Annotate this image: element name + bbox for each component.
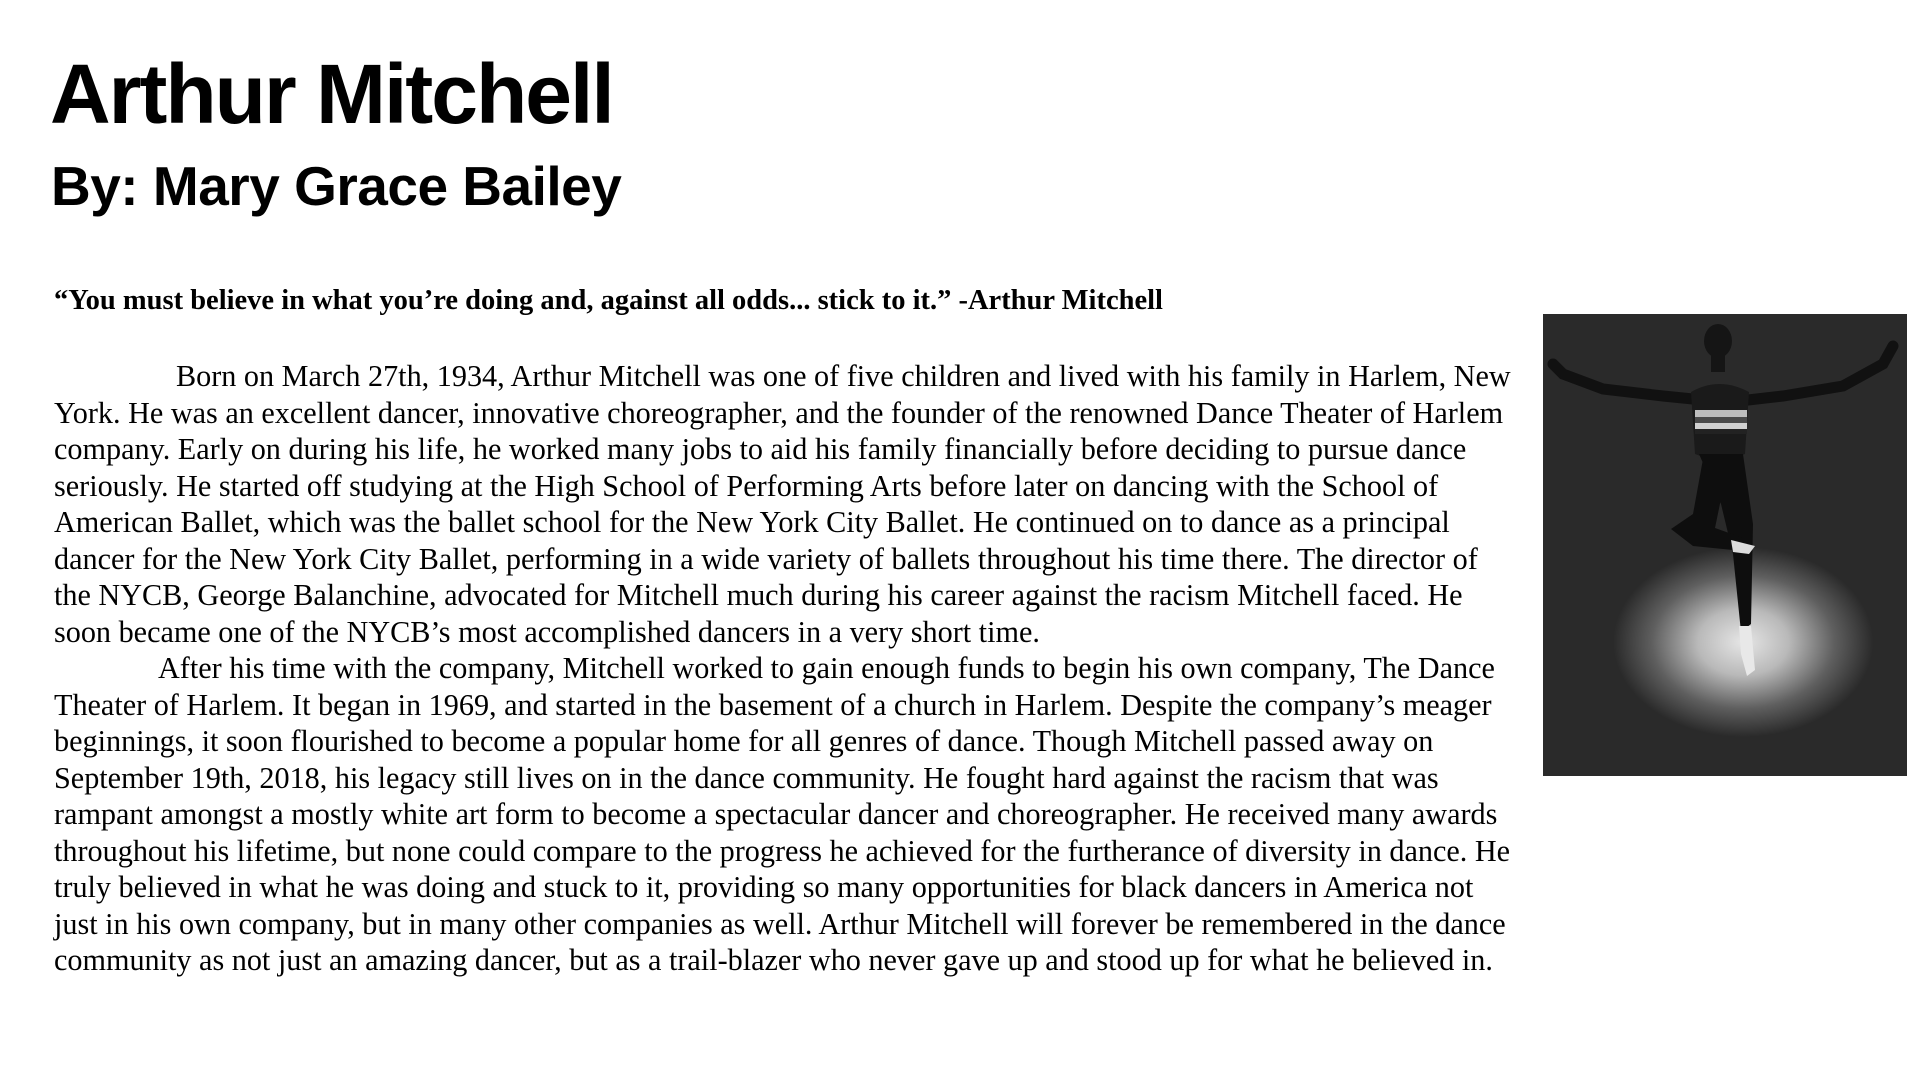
- author-byline: By: Mary Grace Bailey: [51, 155, 622, 217]
- paragraph-2: After his time with the company, Mitchell worked to gain enough funds to begin his own company, The Dance Theater of Harlem. It began in 1969, and started in the basement of a church in Harlem. Despite the company’s meager beginnings, it soon flourished to become a popular home for all genres of dance. Though Mitchell passed away on September 19th, 2018, his legacy still lives on in the dance community. He fought hard against the racism that was rampant amongst a mostly white art form to become a spectacular dancer and choreographer. He received many awards throughout his lifetime, but none could compare to the progress he achieved for the furtherance of diversity in dance. He truly believed in what he was doing and stuck to it, providing so many opportunities for black dancers in America not just in his own company, but in many other companies as well. Arthur Mitchell will forever be remembered in the dance community as not just an amazing dancer, but as a trail-blazer who never gave up and stood up for what he believed in.: [54, 651, 1511, 977]
- paragraph-1: Born on March 27th, 1934, Arthur Mitchell was one of five children and lived with his family in Harlem, New York. He was an excellent dancer, innovative choreographer, and the founder of the renowned Dance Theater of Harlem company. Early on during his life, he worked many jobs to aid his family financially before deciding to pursue dance seriously. He started off studying at the High School of Performing Arts before later on dancing with the School of American Ballet, which was the ballet school for the New York City Ballet. He continued on to dance as a principal dancer for the New York City Ballet, performing in a wide variety of ballets throughout his time there. The director of the NYCB, George Balanchine, advocated for Mitchell much during his career against the racism Mitchell faced. He soon became one of the NYCB’s most accomplished dancers in a very short time.: [54, 359, 1511, 649]
- body-text: [54, 358, 1514, 979]
- dancer-silhouette: [1543, 314, 1907, 776]
- dancer-photo: [1543, 314, 1907, 776]
- opening-quote: “You must believe in what you’re doing and, against all odds... stick to it.” -Arthur Mitchell: [54, 285, 1163, 316]
- page-title: Arthur Mitchell: [50, 47, 613, 141]
